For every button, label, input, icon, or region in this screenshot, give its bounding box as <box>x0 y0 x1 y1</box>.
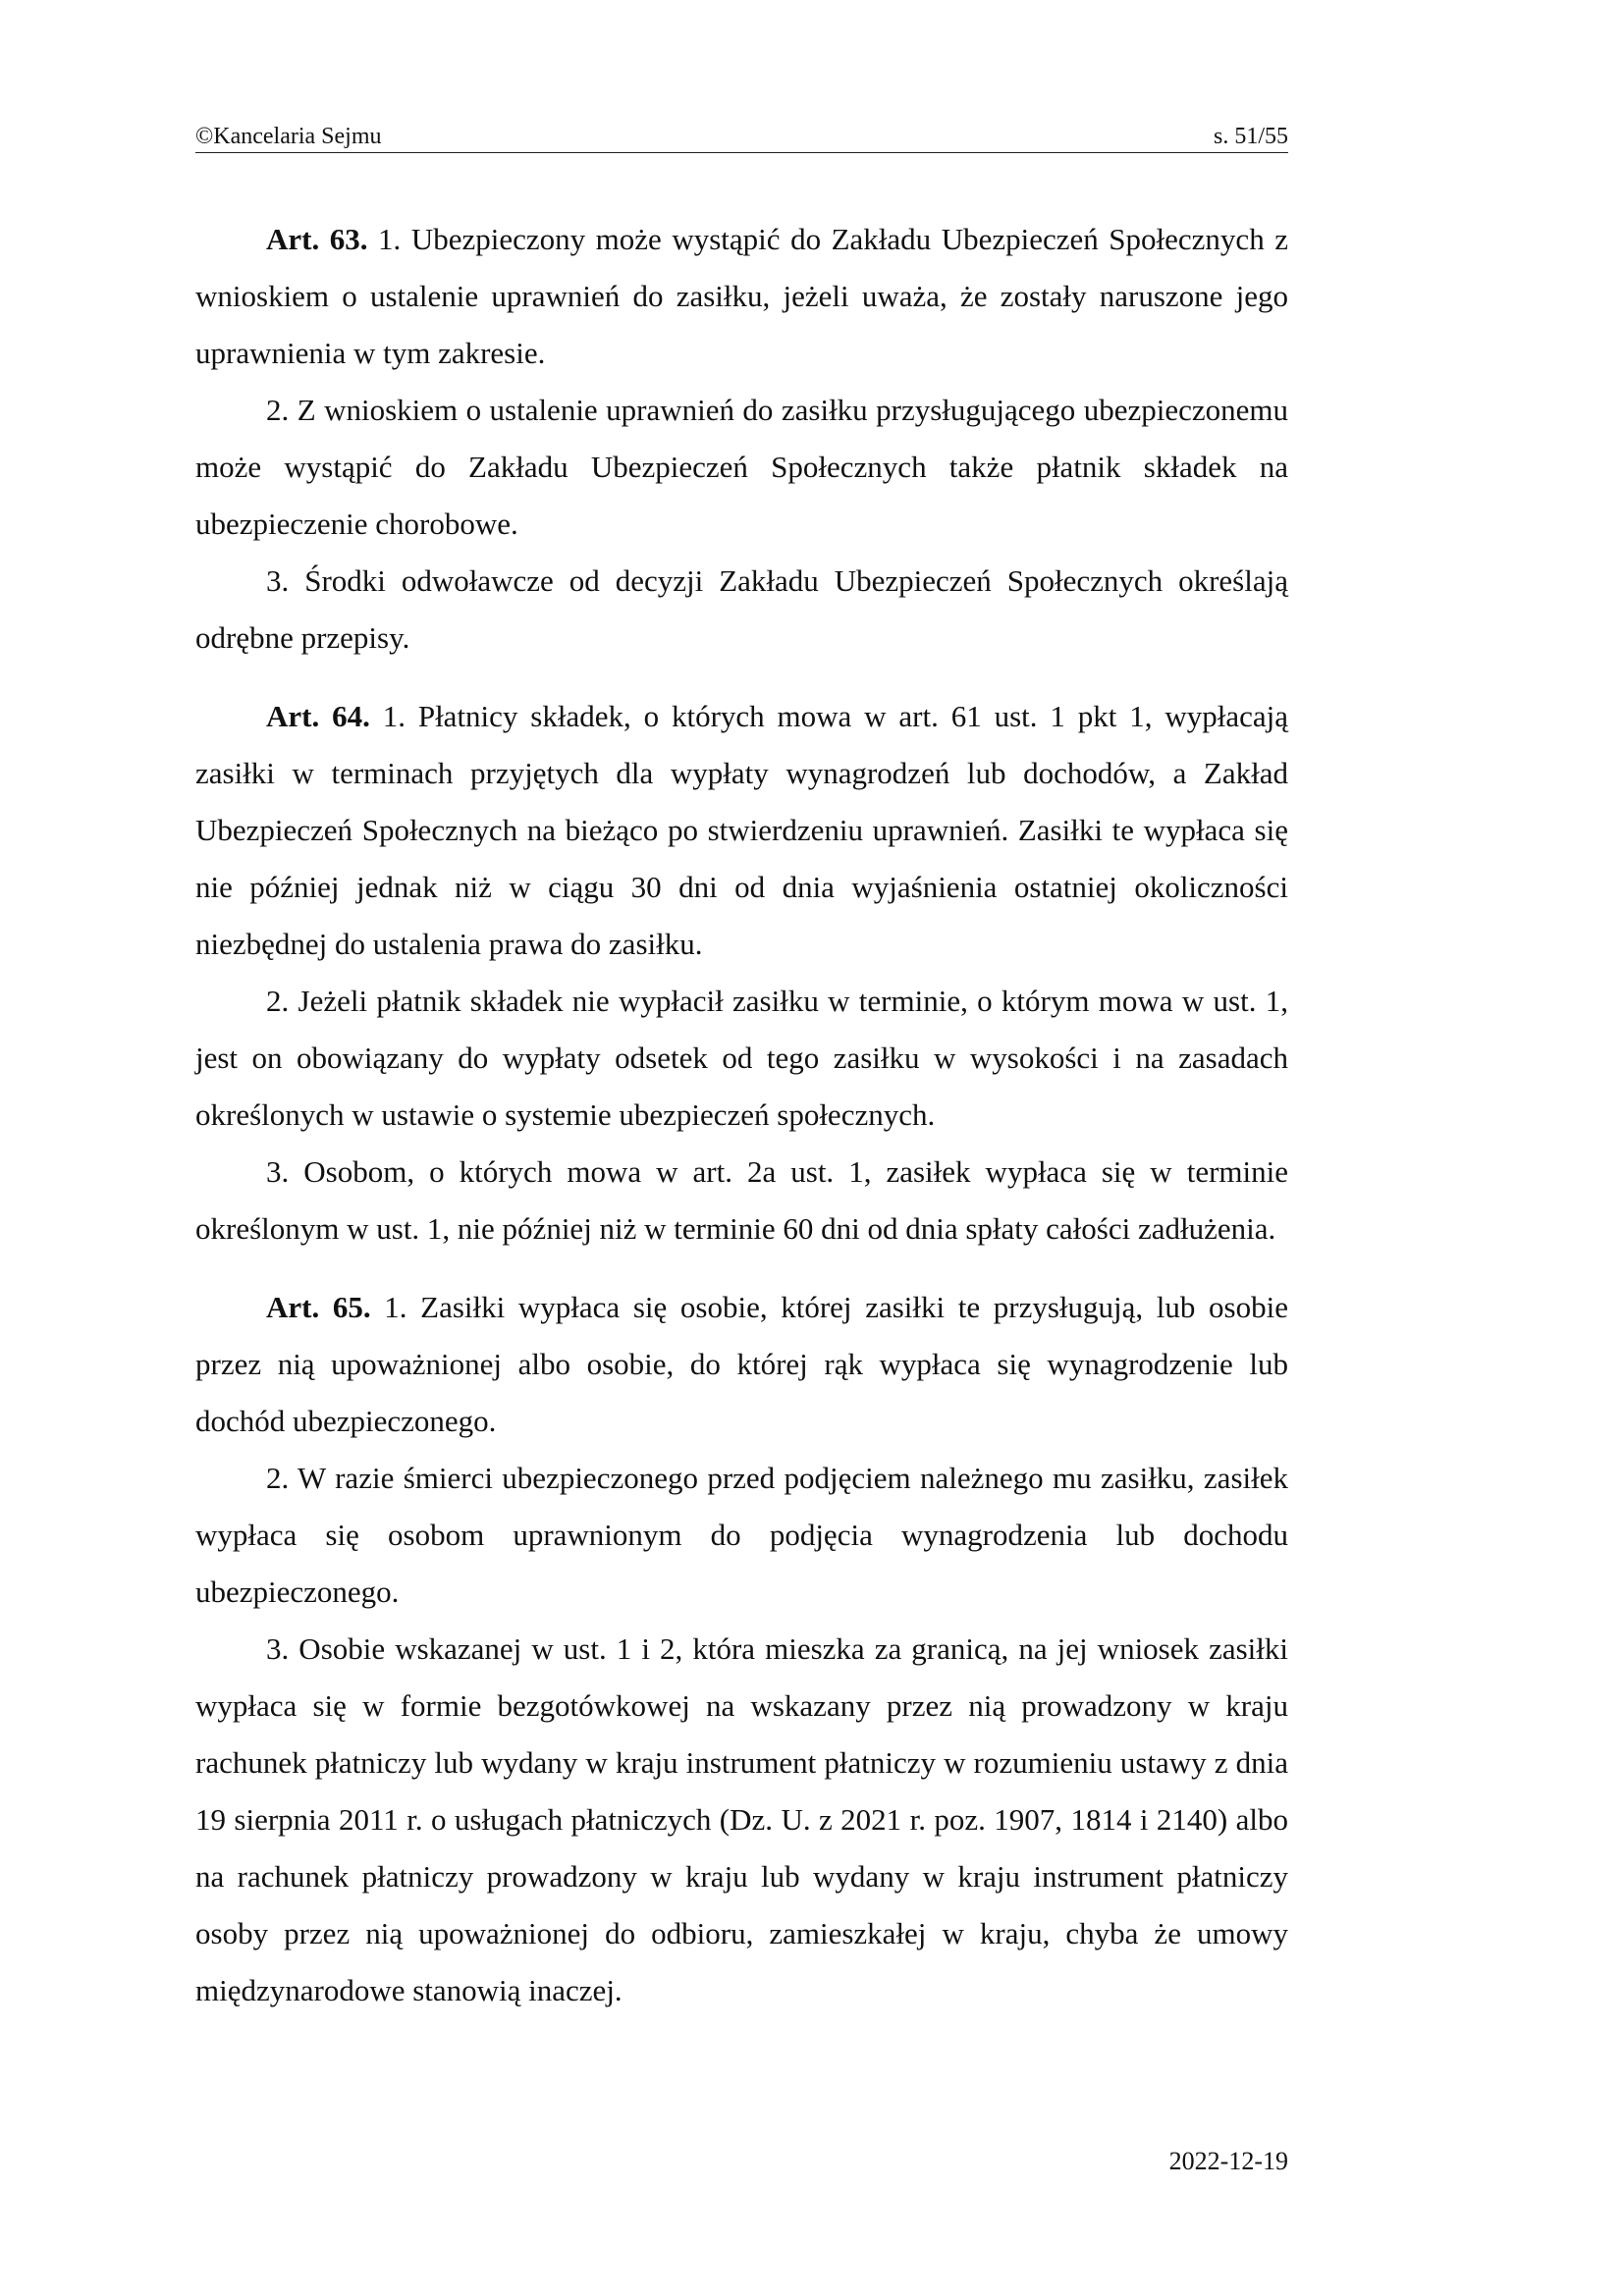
article-paragraph <box>195 1279 1288 1450</box>
article-paragraph: 3. Osobie wskazanej w ust. 1 i 2, która mieszka za granicą, na jej wniosek zasiłki wypłaca się w formie bezgotówkowej na wskazany przez nią prowadzony w kraju rachunek płatniczy lub wydany w kraju instrument płatniczy w rozumieniu ustawy z dnia 19 sierpnia 2011 r. o usługach płatniczych (Dz. U. z 2021 r. poz. 1907, 1814 i 2140) albo na rachunek płatniczy prowadzony w kraju lub wydany w kraju instrument płatniczy osoby przez nią upoważnionej do odbioru, zamieszkałej w kraju, chyba że umowy międzynarodowe stanowią inaczej. <box>195 1631 1288 2007</box>
article-paragraph <box>195 211 1288 382</box>
footer-date: 2022-12-19 <box>1168 2147 1288 2175</box>
paragraph-text: 1. Płatnicy składek, o których mowa w art. 61 ust. 1 pkt 1, wypłacają zasiłki w terminach przyjętych dla wypłaty wynagrodzeń lub dochodów, a Zakład Ubezpieczeń Społecznych na bieżąco po stwierdzeniu uprawnień. Zasiłki te wypłaca się nie później jednak niż w ciągu 30 dni od dnia wyjaśnienia ostatniej okoliczności niezbędnej do ustalenia prawa do zasiłku. <box>195 699 1288 961</box>
page-header <box>195 123 1288 153</box>
article-65 <box>195 1279 1288 2019</box>
article-paragraph: 2. W razie śmierci ubezpieczonego przed podjęciem należnego mu zasiłku, zasiłek wypłaca się osobom uprawnionym do podjęcia wynagrodzenia lub dochodu ubezpieczonego. <box>195 1461 1288 1609</box>
paragraph-text: 1. Zasiłki wypłaca się osobie, której zasiłki te przysługują, lub osobie przez nią upoważnionej albo osobie, do której rąk wypłaca się wynagrodzenie lub dochód ubezpieczonego. <box>195 1290 1288 1438</box>
document-body <box>195 211 1288 2041</box>
article-paragraph <box>195 688 1288 973</box>
paragraph-text: 1. Ubezpieczony może wystąpić do Zakładu Ubezpieczeń Społecznych z wnioskiem o ustalenie uprawnień do zasiłku, jeżeli uważa, że zostały naruszone jego uprawnienia w tym zakresie. <box>195 222 1288 370</box>
header-publisher: ©Kancelaria Sejmu <box>195 124 382 149</box>
article-paragraph: 2. Jeżeli płatnik składek nie wypłacił zasiłku w terminie, o którym mowa w ust. 1, jest on obowiązany do wypłaty odsetek od tego zasiłku w wysokości i na zasadach określonych w ustawie o systemie ubezpieczeń społecznych. <box>195 984 1288 1132</box>
article-paragraph: 2. Z wnioskiem o ustalenie uprawnień do zasiłku przysługującego ubezpieczonemu może wystąpić do Zakładu Ubezpieczeń Społecznych także płatnik składek na ubezpieczenie chorobowe. <box>195 393 1288 541</box>
header-page-number: s. 51/55 <box>1213 124 1288 149</box>
article-label: Art. 63. <box>266 222 368 256</box>
article-label: Art. 64. <box>266 699 370 733</box>
article-label: Art. 65. <box>266 1290 371 1324</box>
article-64 <box>195 688 1288 1257</box>
article-paragraph: 3. Środki odwoławcze od decyzji Zakładu Ubezpieczeń Społecznych określają odrębne przepisy. <box>195 563 1288 655</box>
article-paragraph: 3. Osobom, o których mowa w art. 2a ust. 1, zasiłek wypłaca się w terminie określonym w ust. 1, nie później niż w terminie 60 dni od dnia spłaty całości zadłużenia. <box>195 1154 1288 1246</box>
article-63 <box>195 211 1288 667</box>
